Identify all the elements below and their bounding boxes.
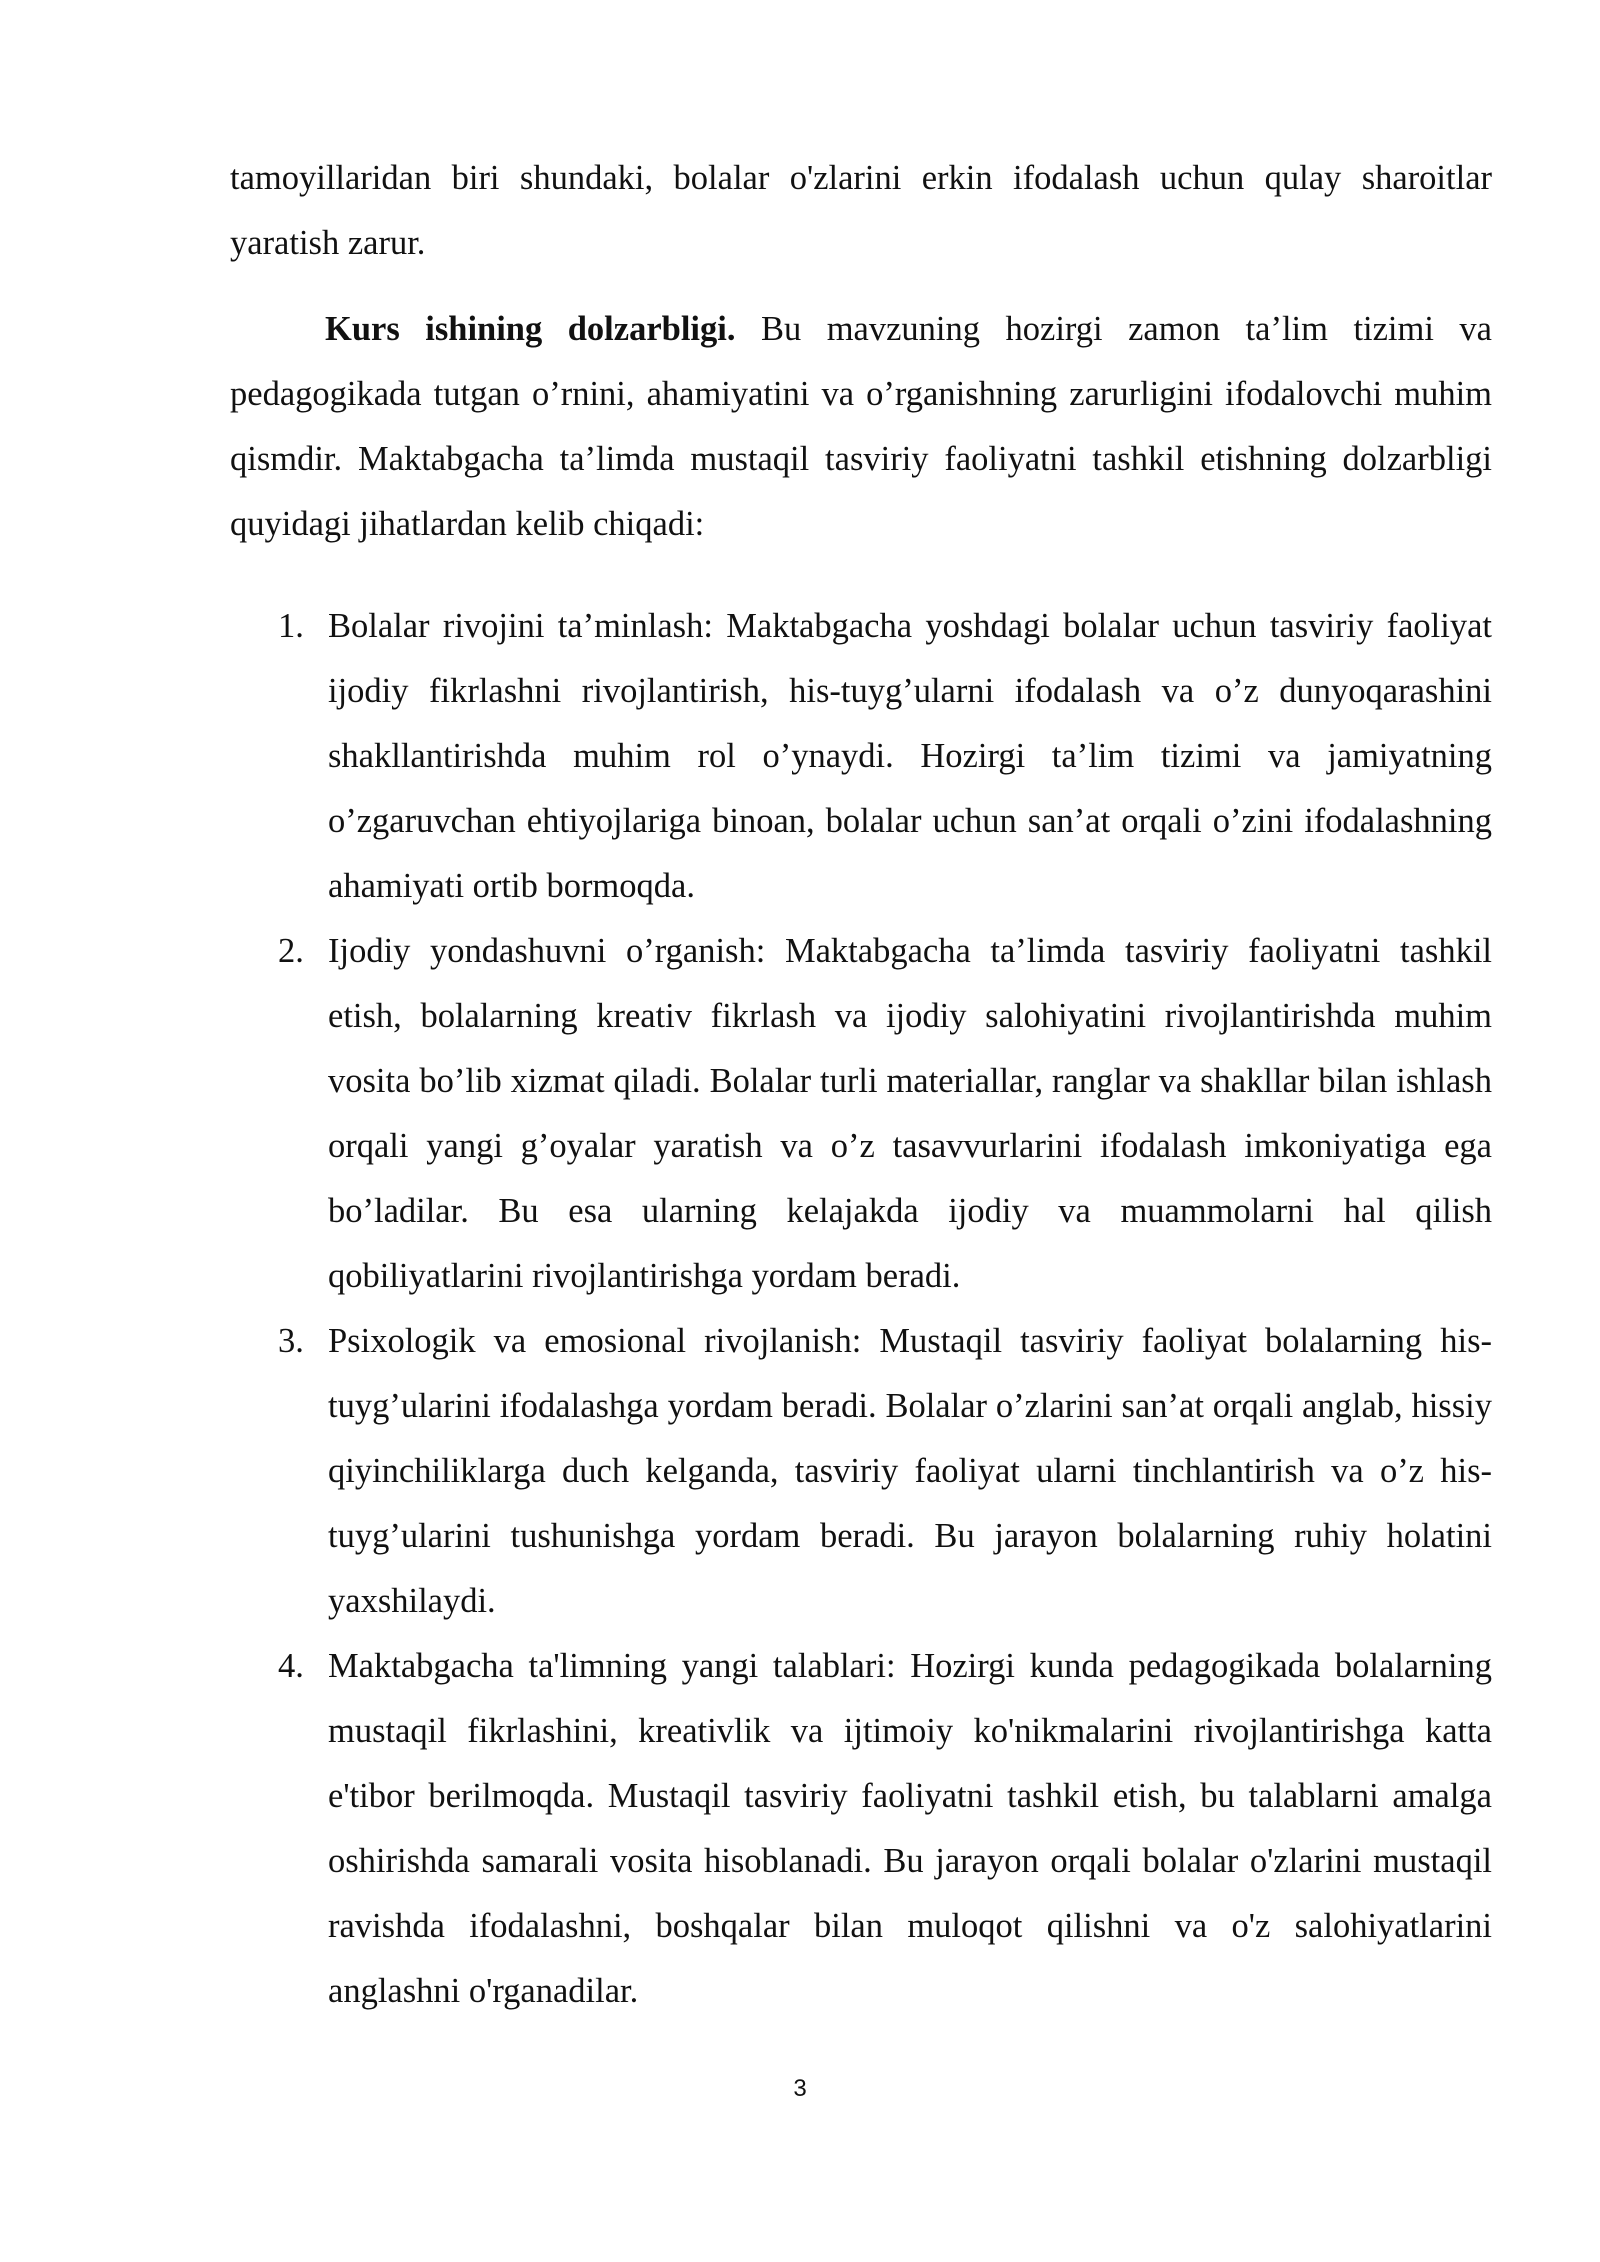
list-item-number: 1. [278,607,304,645]
relevance-text: Bu mavzuning hozirgi zamon ta’lim tizimi va pedagogikada tutgan o’rnini, ahamiyatini va o’rganishning zarurligini ifodalovchi muhim qismdir. Maktabgacha ta’limda mustaqil tasviriy faoliyatni tashkil etishning dolzarbligi quyidagi jihatlardan kelib chiqadi: [230,310,1492,543]
list-item-text: Bolalar rivojini ta’minlash: Maktabgacha yoshdagi bolalar uchun tasviriy faoliyat ijodiy fikrlashni rivojlantirish, his-tuyg’ularni ifodalash va o’z dunyoqarashini shakllantirishda muhim rol o’ynaydi. Hozirgi ta’lim tizimi va jamiyatning o’zgaruvchan ehtiyojlariga binoan, bolalar uchun san’at orqali o’zini ifodalashning ahamiyati ortib bormoqda. [328,607,1492,905]
list-item-text: Ijodiy yondashuvni o’rganish: Maktabgacha ta’limda tasviriy faoliyatni tashkil etish, bolalarning kreativ fikrlash va ijodiy salohiyatini rivojlantirishda muhim vosita bo’lib xizmat qiladi. Bolalar turli materiallar, ranglar va shakllar bilan ishlash orqali yangi g’oyalar yaratish va o’z tasavvurlarini ifodalash imkoniyatiga ega bo’ladilar. Bu esa ularning kelajakda ijodiy va muammolarni hal qilish qobiliyatlarini rivojlantirishga yordam beradi. [328,932,1492,1295]
list-item [230,594,1492,919]
relevance-heading: Kurs ishining dolzarbligi. [325,310,736,348]
relevance-list [230,594,1492,2024]
list-item [230,1634,1492,2024]
relevance-paragraph [230,297,1492,557]
list-item-text: Maktabgacha ta'limning yangi talablari: Hozirgi kunda pedagogikada bolalarning mustaqil fikrlashini, kreativlik va ijtimoiy ko'nikmalarini rivojlantirishga katta e'tibor berilmoqda. Mustaqil tasviriy faoliyatni tashkil etish, bu talablarni amalga oshirishda samarali vosita hisoblanadi. Bu jarayon orqali bolalar o'zlarini mustaqil ravishda ifodalashni, boshqalar bilan muloqot qilishni va o'z salohiyatlarini anglashni o'rganadilar. [328,1647,1492,2010]
list-item [230,919,1492,1309]
list-item-number: 3. [278,1322,304,1360]
list-item-number: 2. [278,932,304,970]
list-item-text: Psixologik va emosional rivojlanish: Mustaqil tasviriy faoliyat bolalarning his-tuyg’ularini ifodalashga yordam beradi. Bolalar o’zlarini san’at orqali anglab, hissiy qiyinchiliklarga duch kelganda, tasviriy faoliyat ularni tinchlantirish va o’z his-tuyg’ularini tushunishga yordam beradi. Bu jarayon bolalarning ruhiy holatini yaxshilaydi. [328,1322,1492,1620]
list-item [230,1309,1492,1634]
page-number: 3 [793,2075,807,2102]
continuation-paragraph: tamoyillaridan biri shundaki, bolalar o'zlarini erkin ifodalash uchun qulay sharoitlar yaratish zarur. [230,159,1492,262]
list-item-number: 4. [278,1647,304,1685]
